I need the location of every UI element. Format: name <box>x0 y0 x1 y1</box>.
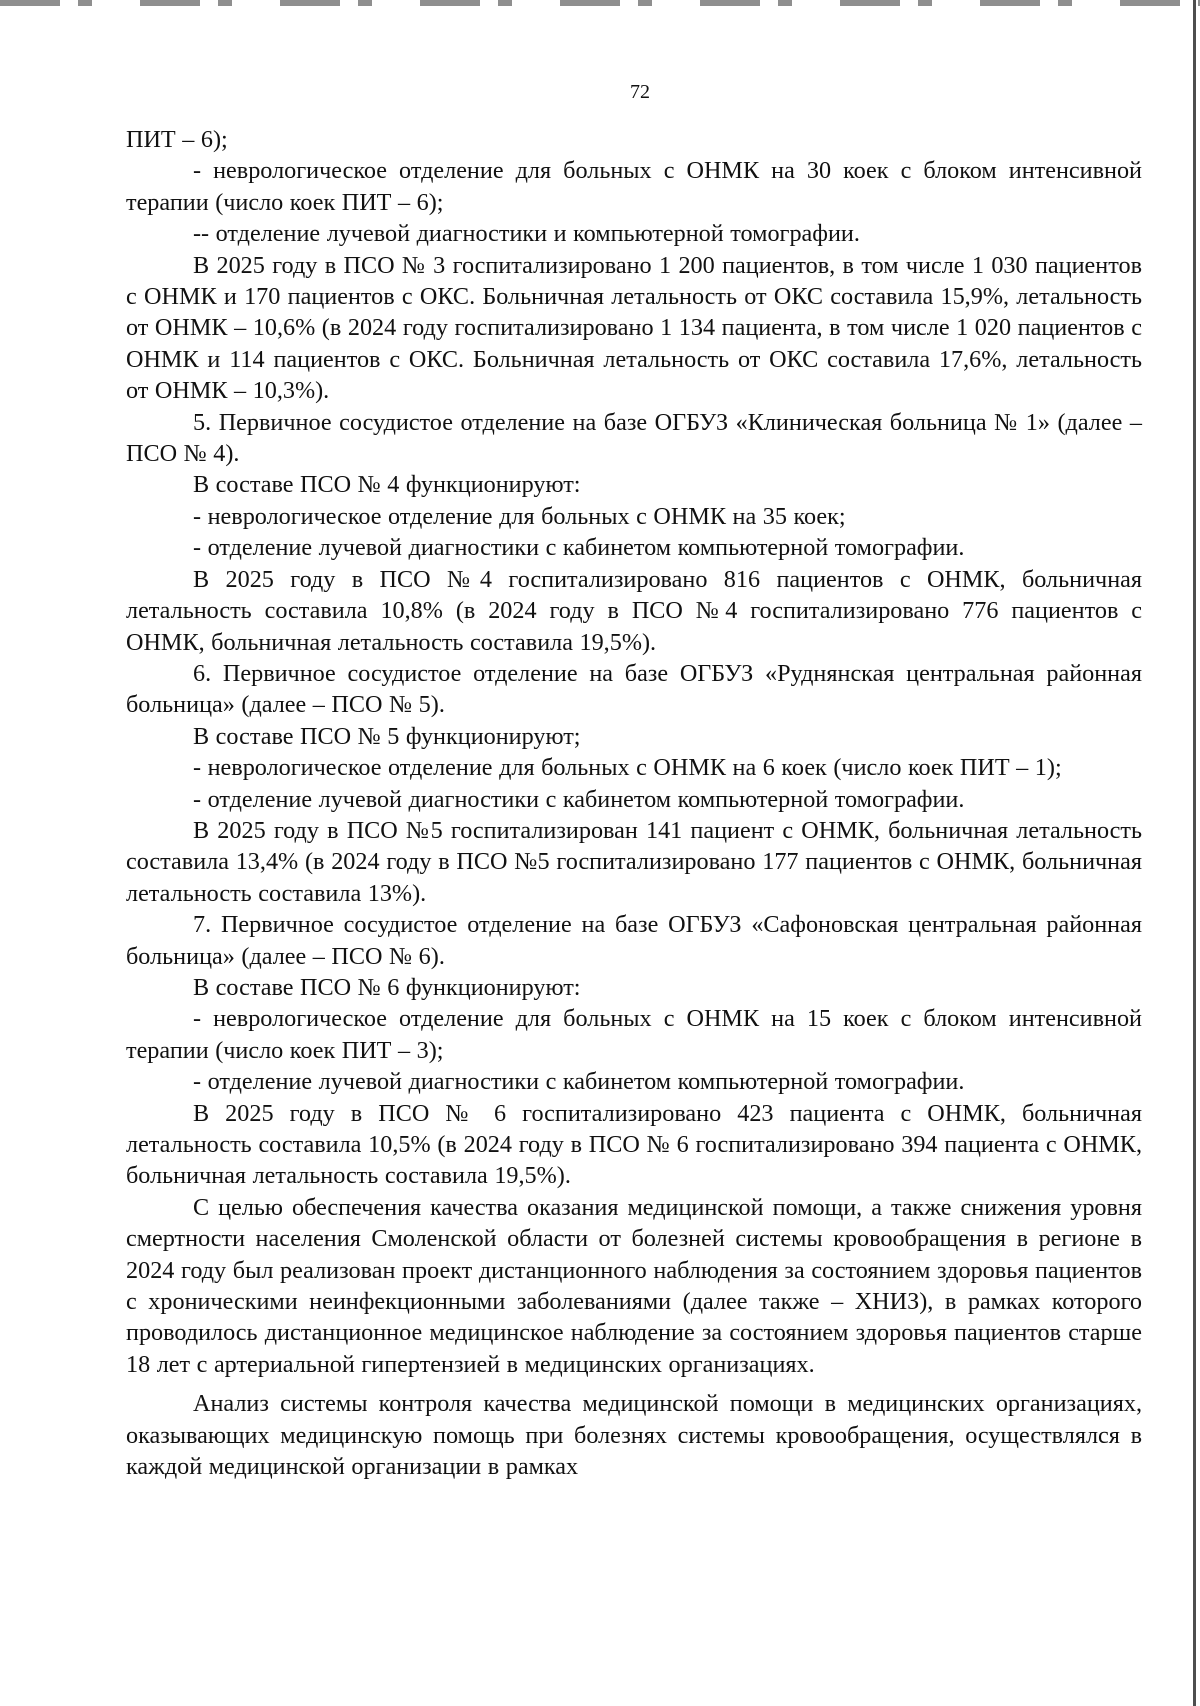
paragraph: - неврологическое отделение для больных с ОНМК на 30 коек с блоком интенсивной терапии (число коек ПИТ – 6); <box>126 157 1142 216</box>
paragraph: 6. Первичное сосудистое отделение на базе ОГБУЗ «Руднянская центральная районная больница» (далее – ПСО № 5). <box>126 659 1142 719</box>
paragraph: ПИТ – 6); <box>126 126 228 153</box>
paragraph: В составе ПСО № 4 функционируют: <box>193 471 581 499</box>
paragraph: Анализ системы контроля качества медицинской помощи в медицинских организациях, оказывающих медицинскую помощь при болезнях системы кровообращения, осуществлялся в каждой медицинской организации в рамках <box>126 1390 1142 1481</box>
paragraph: В составе ПСО № 6 функционируют: <box>193 973 581 1001</box>
paragraph: В 2025 году в ПСО №5 госпитализирован 141 пациент с ОНМК, больничная летальность составила 13,4% (в 2024 году в ПСО №5 госпитализировано 177 пациентов с ОНМК, больничная летальность составила 13%). <box>126 816 1142 907</box>
paragraph: В составе ПСО № 5 функционируют; <box>193 722 581 750</box>
scan-edge-top <box>0 0 1200 6</box>
document-body <box>126 124 1142 1482</box>
paragraph: - неврологическое отделение для больных с ОНМК на 35 коек; <box>193 502 846 530</box>
paragraph: - неврологическое отделение для больных с ОНМК на 15 коек с блоком интенсивной терапии (число коек ПИТ – 3); <box>126 1005 1142 1064</box>
paragraph: 7. Первичное сосудистое отделение на базе ОГБУЗ «Сафоновская центральная районная больница» (далее – ПСО № 6). <box>126 911 1142 970</box>
paragraph: В 2025 году в ПСО №4 госпитализировано 816 пациентов с ОНМК, больничная летальность составила 10,8% (в 2024 году в ПСО №4 госпитализировано 776 пациентов с ОНМК, больничная летальность составила 19,5%). <box>126 565 1142 656</box>
paragraph: - неврологическое отделение для больных с ОНМК на 6 коек (число коек ПИТ – 1); <box>193 754 1062 782</box>
paragraph: В 2025 году в ПСО № 3 госпитализировано 1 200 пациентов, в том числе 1 030 пациентов с ОНМК и 170 пациентов с ОКС. Больничная летальность от ОКС составила 15,9%, летальность от ОНМК – 10,6% (в 2024 году госпитализировано 1 134 пациента, в том числе 1 020 пациентов с ОНМК и 114 пациентов с ОКС. Больничная летальность от ОКС составила 17,6%, летальность от ОНМК – 10,3%). <box>126 251 1142 405</box>
paragraph: С целью обеспечения качества оказания медицинской помощи, а также снижения уровня смертности населения Смоленской области от болезней системы кровообращения в регионе в 2024 году был реализован проект дистанционного наблюдения за состоянием здоровья пациентов с хроническими неинфекционными заболеваниями (далее также – ХНИЗ), в рамках которого проводилось дистанционное медицинское наблюдение за состоянием здоровья пациентов старше 18 лет с артериальной гипертензией в медицинских организациях. <box>126 1193 1142 1378</box>
paragraph: -- отделение лучевой диагностики и компьютерной томографии. <box>193 220 860 248</box>
paragraph: В 2025 году в ПСО № 6 госпитализировано 423 пациента с ОНМК, больничная летальность составила 10,5% (в 2024 году в ПСО № 6 госпитализировано 394 пациента с ОНМК, больничная летальность составила 19,5%). <box>126 1099 1142 1190</box>
paragraph: - отделение лучевой диагностики с кабинетом компьютерной томографии. <box>193 785 965 813</box>
page-number: 72 <box>630 81 650 103</box>
paragraph: - отделение лучевой диагностики с кабинетом компьютерной томографии. <box>193 534 965 562</box>
scan-edge-right <box>1193 0 1196 1706</box>
paragraph: 5. Первичное сосудистое отделение на базе ОГБУЗ «Клиническая больница № 1» (далее – ПСО № 4). <box>126 408 1142 468</box>
paragraph: - отделение лучевой диагностики с кабинетом компьютерной томографии. <box>193 1068 965 1096</box>
